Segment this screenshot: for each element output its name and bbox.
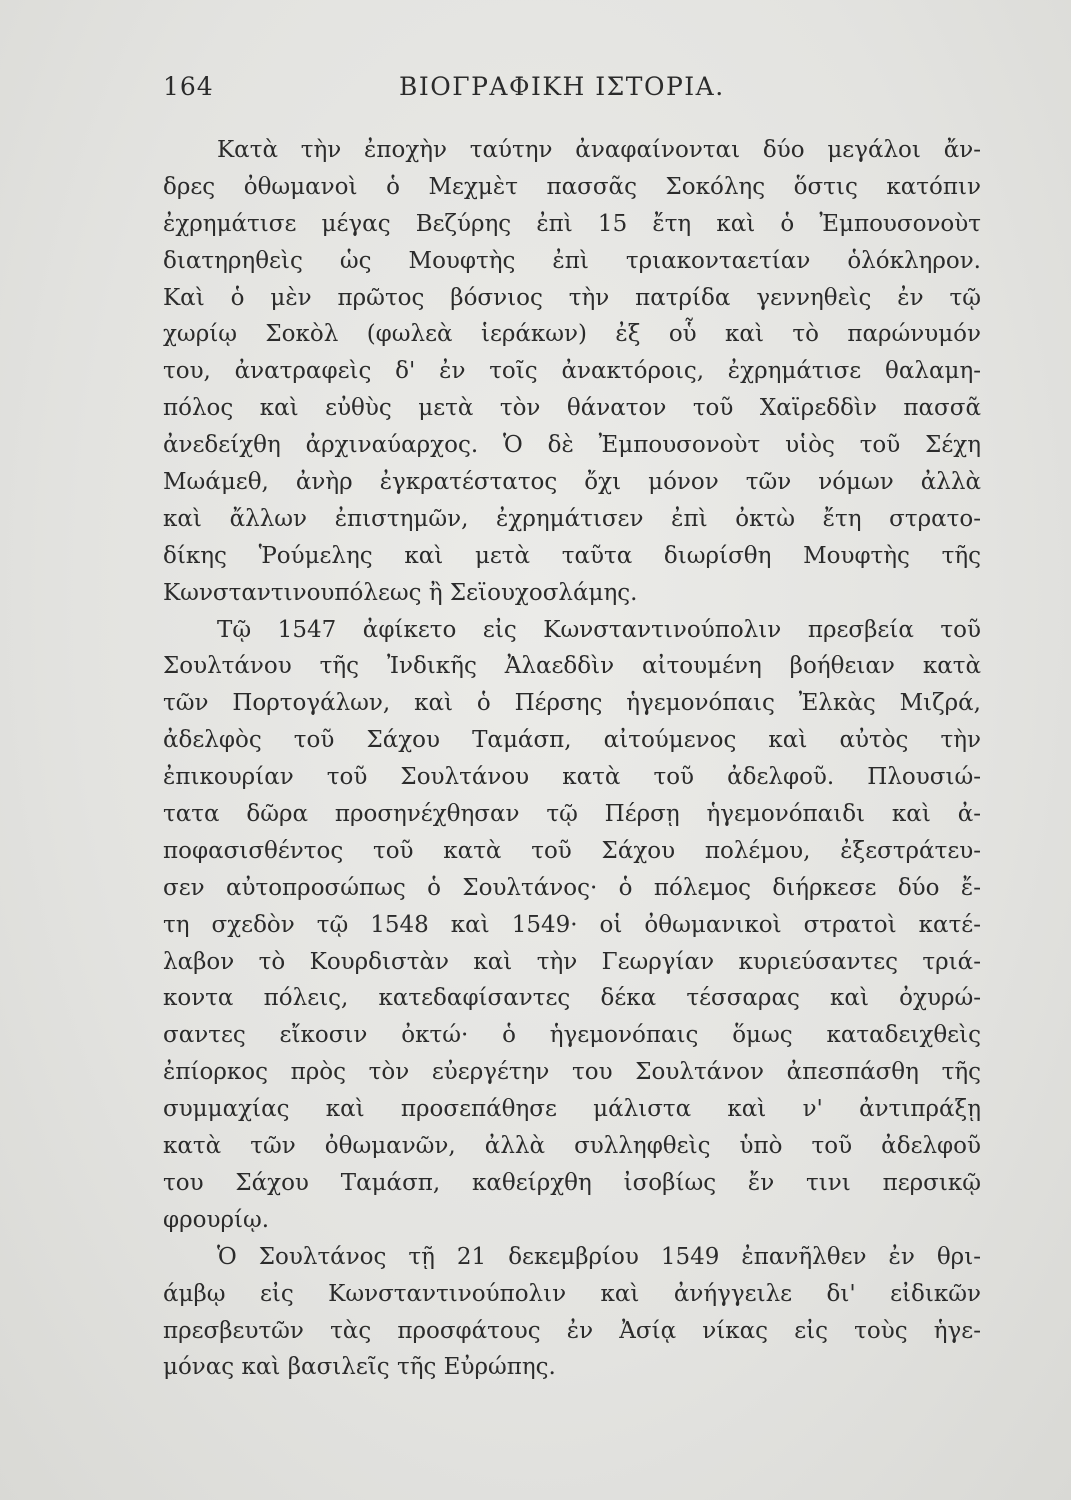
text-line: διατηρηθεὶς ὡς Μουφτὴς ἐπὶ τριακονταετίαν ὁλόκληρον. <box>163 247 981 274</box>
text-line: χωρίῳ Σοκὸλ (φωλεὰ ἱεράκων) ἐξ οὗ καὶ τὸ παρώνυμόν <box>163 321 981 348</box>
text-line: Τῷ 1547 ἀφίκετο εἰς Κωνσταντινούπολιν πρεσβεία τοῦ <box>217 616 981 643</box>
text-line: Κωνσταντινουπόλεως ἢ Σεϊουχοσλάμης. <box>163 579 638 606</box>
text-line: δρες ὀθωμανοὶ ὁ Μεχμὲτ πασσᾶς Σοκόλης ὅστις κατόπιν <box>163 173 981 200</box>
text-line: τατα δῶρα προσηνέχθησαν τῷ Πέρσῃ ἡγεμονόπαιδι καὶ ἀ- <box>163 801 981 828</box>
page-header <box>163 72 981 112</box>
text-line: μόνας καὶ βασιλεῖς τῆς Εὐρώπης. <box>163 1354 556 1381</box>
text-line: δίκης Ῥούμελης καὶ μετὰ ταῦτα διωρίσθη Μουφτὴς τῆς <box>163 542 981 569</box>
text-line: τη σχεδὸν τῷ 1548 καὶ 1549· οἱ ὀθωμανικοὶ στρατοὶ κατέ- <box>163 911 981 938</box>
text-line: του Σάχου Ταμάσπ, καθείρχθη ἰσοβίως ἔν τινι περσικῷ <box>163 1169 981 1196</box>
text-line: τῶν Πορτογάλων, καὶ ὁ Πέρσης ἡγεμονόπαις Ἐλκὰς Μιζρά, <box>163 690 981 717</box>
text-line: Σουλτάνου τῆς Ἰνδικῆς Ἀλαεδδὶν αἰτουμένη βοήθειαν κατὰ <box>163 653 981 680</box>
text-line: φρουρίῳ. <box>163 1206 270 1233</box>
text-line: του, ἀνατραφεὶς δ' ἐν τοῖς ἀνακτόροις, ἐχρημάτισε θαλαμη- <box>163 358 981 385</box>
text-line: συμμαχίας καὶ προσεπάθησε μάλιστα καὶ ν' ἀντιπράξῃ <box>163 1096 981 1123</box>
body-text <box>163 132 981 1386</box>
text-line: ἐχρημάτισε μέγας Βεζύρης ἐπὶ 15 ἔτη καὶ ὁ Ἐμπουσονοὺτ <box>163 210 981 237</box>
text-line: λαβον τὸ Κουρδιστὰν καὶ τὴν Γεωργίαν κυριεύσαντες τριά- <box>163 948 981 975</box>
text-line: κατὰ τῶν ὀθωμανῶν, ἀλλὰ συλληφθεὶς ὑπὸ τοῦ ἀδελφοῦ <box>163 1133 981 1160</box>
page-number: 164 <box>163 72 214 101</box>
running-title: ΒΙΟΓΡΑΦΙΚΗ ΙΣΤΟΡΙΑ. <box>399 72 725 101</box>
text-line: σαντες εἴκοσιν ὀκτώ· ὁ ἡγεμονόπαις ὅμως καταδειχθεὶς <box>163 1022 981 1049</box>
text-line: Καὶ ὁ μὲν πρῶτος βόσνιος τὴν πατρίδα γεννηθεὶς ἐν τῷ <box>163 284 981 311</box>
text-line: Μωάμεθ, ἀνὴρ ἐγκρατέστατος ὄχι μόνον τῶν νόμων ἀλλὰ <box>163 469 981 496</box>
text-line: ἀδελφὸς τοῦ Σάχου Ταμάσπ, αἰτούμενος καὶ αὐτὸς τὴν <box>163 727 981 754</box>
text-line: πόλος καὶ εὐθὺς μετὰ τὸν θάνατον τοῦ Χαϊρεδδὶν πασσᾶ <box>163 395 981 422</box>
text-line: ἀνεδείχθη ἀρχιναύαρχος. Ὁ δὲ Ἐμπουσονοὺτ υἱὸς τοῦ Σέχη <box>163 432 981 459</box>
text-line: Κατὰ τὴν ἐποχὴν ταύτην ἀναφαίνονται δύο μεγάλοι ἄν- <box>217 137 981 163</box>
text-line: ἐπικουρίαν τοῦ Σουλτάνου κατὰ τοῦ ἀδελφοῦ. Πλουσιώ- <box>163 764 981 791</box>
text-line: ποφασισθέντος τοῦ κατὰ τοῦ Σάχου πολέμου, ἐξεστράτευ- <box>163 837 981 864</box>
text-line: Ὁ Σουλτάνος τῇ 21 δεκεμβρίου 1549 ἐπανῆλθεν ἐν θρι- <box>217 1243 981 1270</box>
text-line: πρεσβευτῶν τὰς προσφάτους ἐν Ἀσίᾳ νίκας εἰς τοὺς ἡγε- <box>163 1317 981 1344</box>
text-line: σεν αὐτοπροσώπως ὁ Σουλτάνος· ὁ πόλεμος διήρκεσε δύο ἔ- <box>163 874 981 901</box>
text-line: καὶ ἄλλων ἐπιστημῶν, ἐχρημάτισεν ἐπὶ ὀκτὼ ἔτη στρατο- <box>163 505 981 532</box>
text-line: άμβῳ εἰς Κωνσταντινούπολιν καὶ ἀνήγγειλε δι' εἰδικῶν <box>163 1280 981 1307</box>
text-line: ἐπίορκος πρὸς τὸν εὐεργέτην του Σουλτάνον ἀπεσπάσθη τῆς <box>163 1059 981 1086</box>
text-line: κοντα πόλεις, κατεδαφίσαντες δέκα τέσσαρας καὶ ὀχυρώ- <box>163 985 981 1012</box>
